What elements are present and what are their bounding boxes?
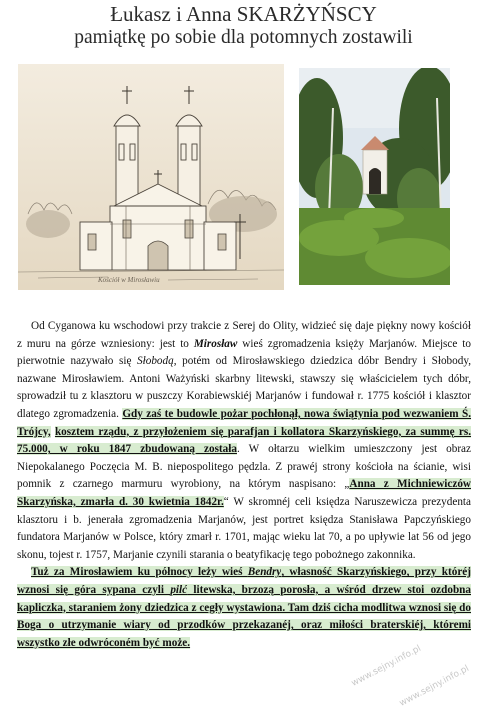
text-segment: . W ołtarzu wielkim umieszczony jest obraz Niepokalanego Poczęcia M. B. niepospolitego pędzla. Z prawéj strony kościoła na ścianie, wisi pomnik z czarnego marmuru wyrobiony, na którym naspisano: „ xyxy=(17,443,471,491)
article-paragraph-1 xyxy=(17,318,471,564)
chapel-photo-image xyxy=(299,68,450,285)
church-sketch-icon xyxy=(18,64,284,290)
text-segment: pilć xyxy=(170,583,188,596)
text-segment: Od Cyganowa ku wschodowi przy trakcie z Serej do Olity, widzieć się daje piękny nowy kościół z muru na górze wzniesiony: jest to xyxy=(17,320,471,350)
page-title: Łukasz i Anna SKARŻYŃSCY xyxy=(110,2,377,26)
text-segment: , potém od Mirosławskiego dziedzica dóbr Bendry i Słobody, nazwane Mirosławiem. Antoni Ważyński skarbny litewski, stawszy się właścicielem tych dóbr, sprowadził tu z klasztoru w puszczy Korabiewskiéj Marjanów i fundował r. 1775 kościół i klasztor dlatego zgromadzenia. xyxy=(17,355,471,420)
article-body xyxy=(17,318,471,652)
text-segment: Mirosław xyxy=(193,337,238,350)
text-segment: Gdy zaś te budowle pożar pochłonął, nowa świątynia pod wezwaniem Ś. Trójcy, xyxy=(17,407,472,438)
text-segment: Słobodą xyxy=(137,355,174,368)
church-sketch-image xyxy=(18,64,284,290)
text-segment: Bendry xyxy=(247,566,282,579)
text-segment: “ W skromnéj celi księdza Naruszewicza prezydenta klasztoru i b. jenerała zgromadzenia Marjanów, jest portret księdza Stanisława Papczyńskiego fundatora Marjanów w Polsce, który zmarł r. 1701, mając wieku lat 70, a po upływie lat 56 od jego skonu, tojest r. 1757, Marjanie czynili starania o beatyfikację tego pobożnego zakonnika. xyxy=(17,495,471,561)
roadside-chapel-photo-icon xyxy=(299,68,450,285)
watermark-text: www.sejny.info.pl xyxy=(350,643,423,689)
text-segment: Tuż za Mirosławiem ku północy leży wieś xyxy=(31,566,248,579)
text-segment: Anna z Michniewiczów Skarzyńska, zmarła d. 30 kwietnia 1842r. xyxy=(17,478,471,508)
watermark-text: www.sejny.info.pl xyxy=(398,663,471,709)
article-paragraph-2 xyxy=(17,564,471,652)
text-segment: , własność Skarzyńskiego, przy któréj wznosi się góra sypana czyli xyxy=(17,566,471,596)
text-segment: kosztem rządu, z przyłożeniem się parafjan i kollatora Skarzyńskiego, za summę rs. 75.000, w roku 1847 zbudowaną została xyxy=(17,425,472,456)
text-segment: wieś zgromadzenia księży Marjanów. Miejsce to pierwotnie nazywało się xyxy=(17,337,471,368)
text-segment: litewska, brzozą porosła, a wśród drzew stoi ozdobna kapliczka, staraniem żony dziedzica z cegły wystawiona. Tam dziś cicha modlitwa wznosi się do Boga o utrzymanie wiary od przodków przekazanéj, oraz miłości braterskiéj, któremi wszystko złe odwróconém być może. xyxy=(17,583,471,649)
page-subtitle: pamiątkę po sobie dla potomnych zostawili xyxy=(74,27,413,48)
sketch-caption: Kościół w Mirosławiu xyxy=(98,276,160,284)
